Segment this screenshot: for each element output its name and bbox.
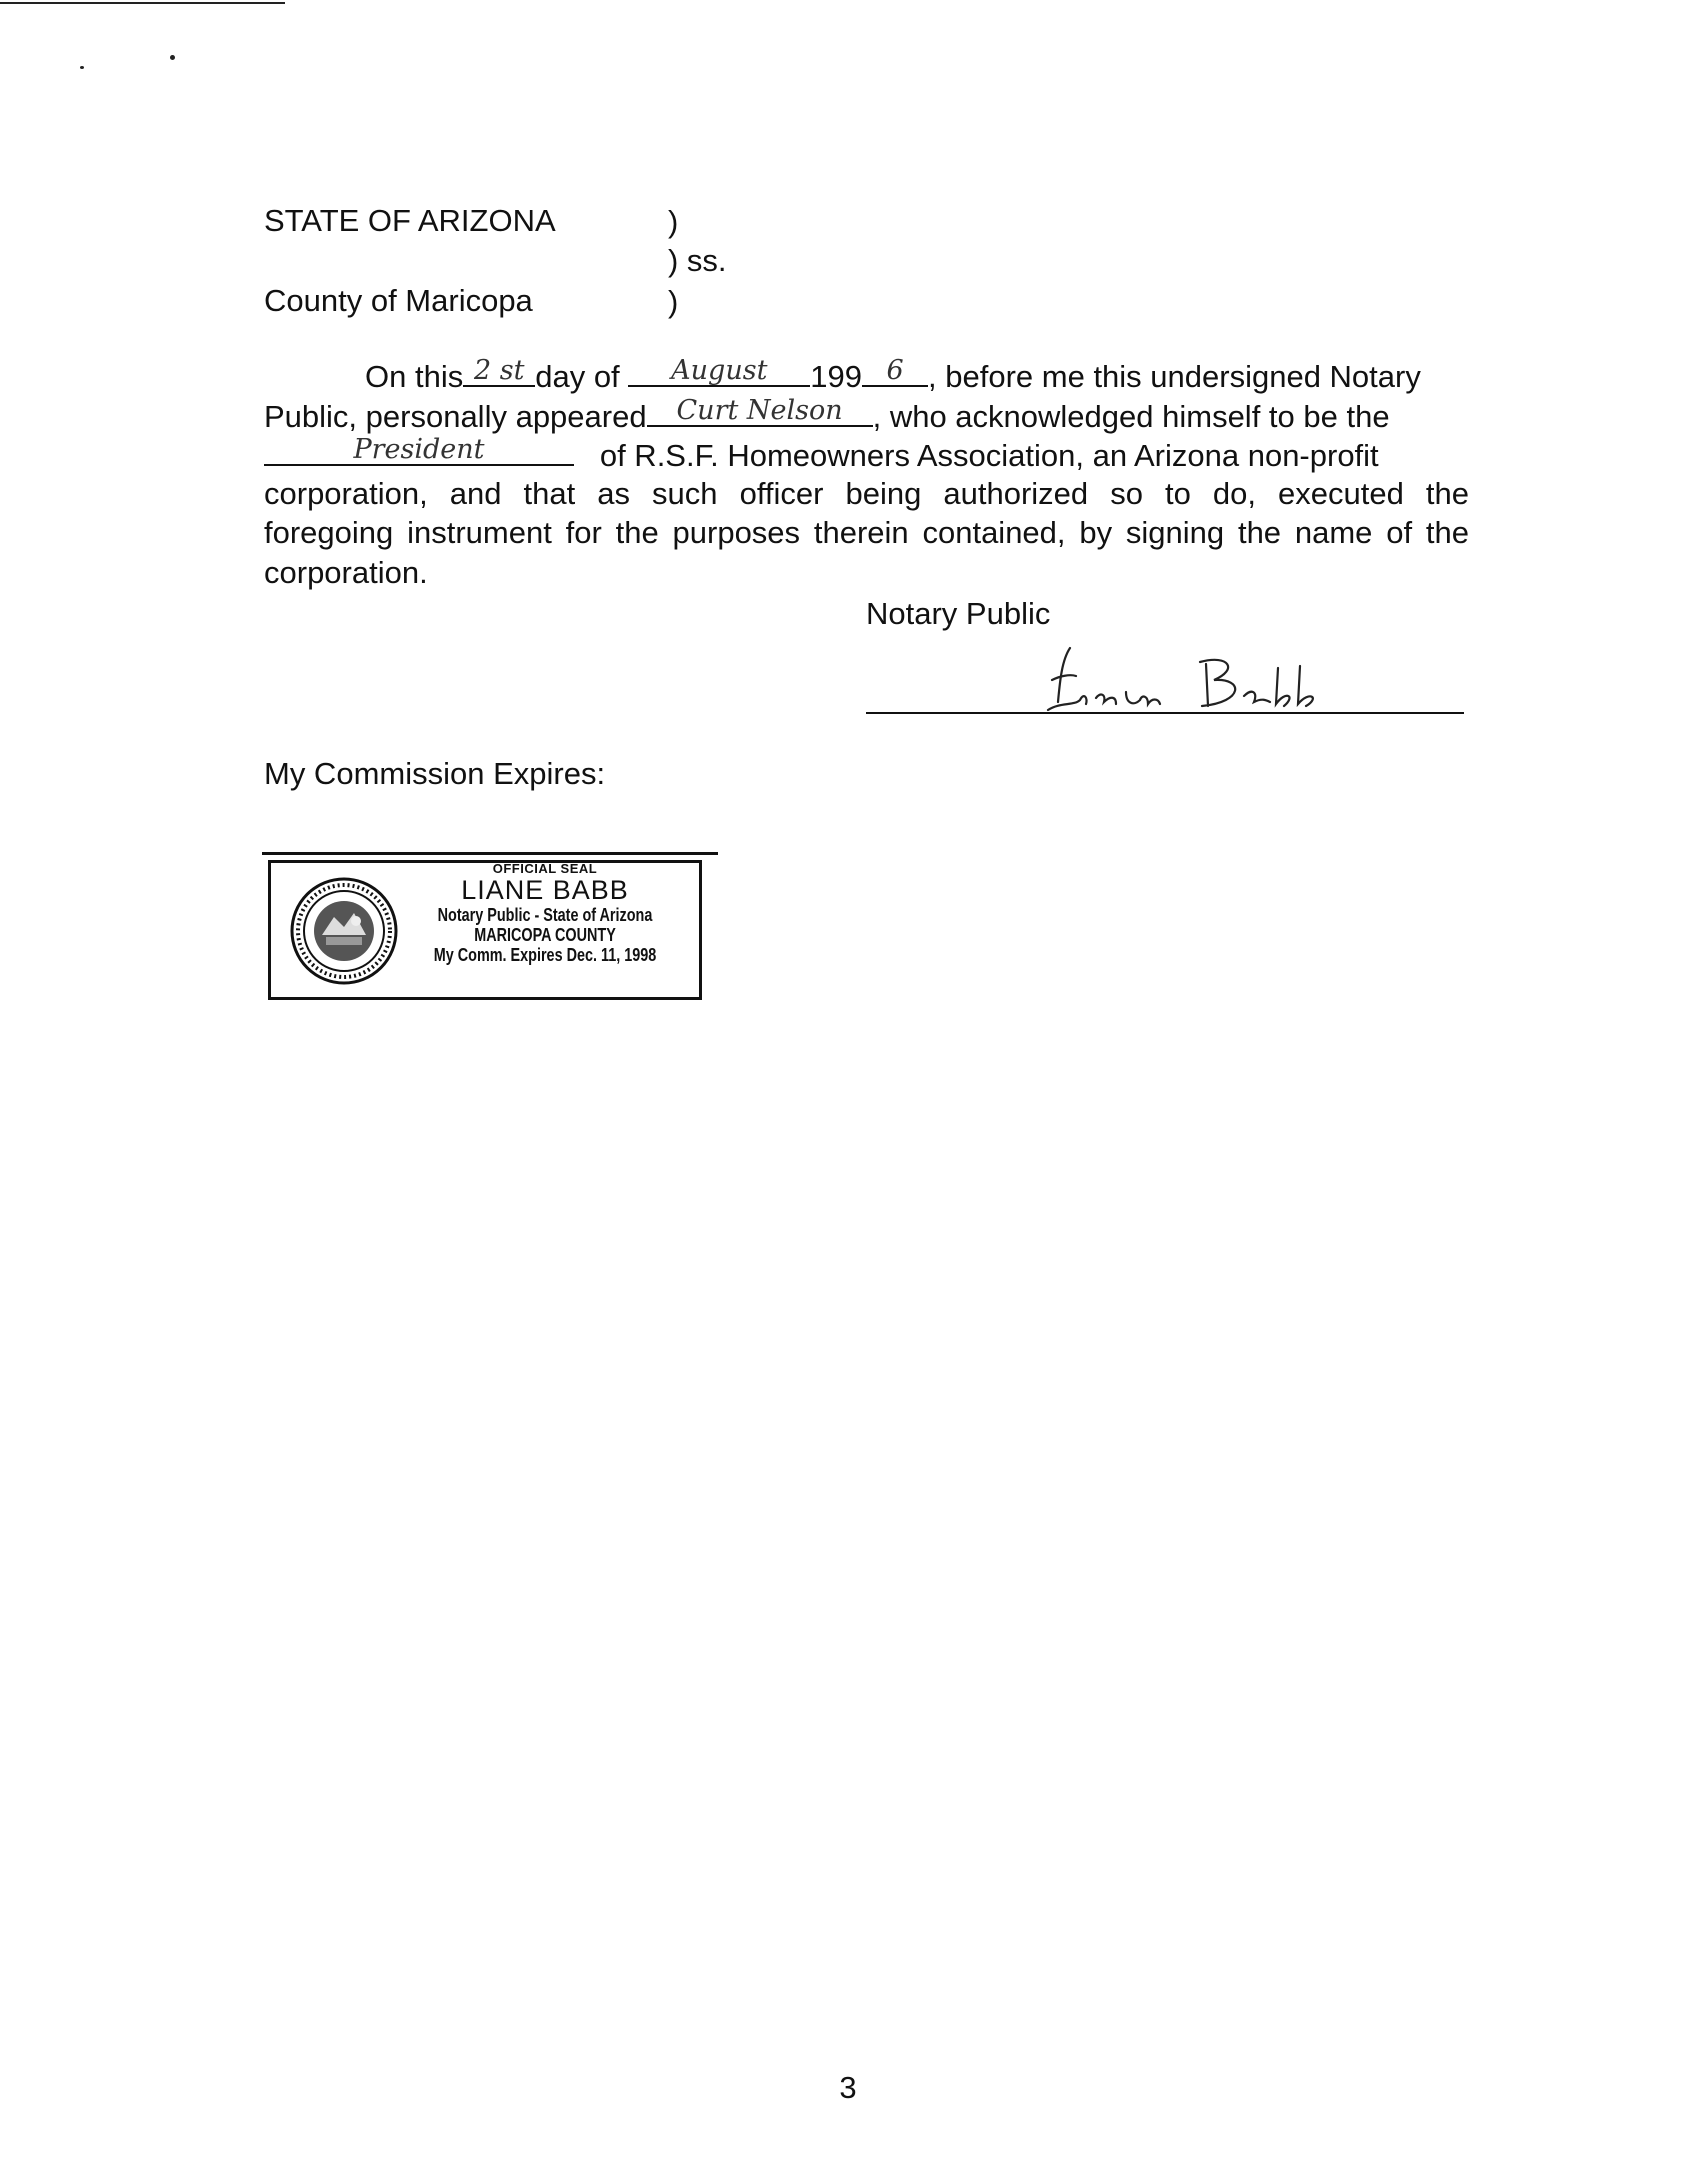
paragraph-line-1 (264, 355, 1469, 397)
page-number: 3 (839, 2070, 857, 2105)
text-year-prefix: 199 (810, 359, 863, 394)
paragraph-line-5: foregoing instrument for the purposes therein contained, by signing the name of the (264, 515, 1469, 550)
handwritten-day: 2 st (473, 355, 525, 386)
venue-state: STATE OF ARIZONA (264, 203, 556, 238)
acknowledgment-paragraph (264, 355, 1469, 397)
day-blank (463, 355, 535, 387)
handwritten-title: President (353, 434, 485, 465)
venue-paren: ) (668, 284, 679, 319)
seal-county: MARICOPA COUNTY (474, 924, 616, 945)
title-blank (264, 434, 574, 466)
commission-expires-label: My Commission Expires: (264, 756, 606, 791)
venue-county: County of Maricopa (264, 283, 533, 318)
scan-artifact-line (0, 2, 285, 4)
seal-notary-state: Notary Public - State of Arizona (437, 904, 653, 925)
notary-public-label: Notary Public (866, 596, 1051, 631)
paragraph-line-4: corporation, and that as such officer being authorized so to do, executed the (264, 476, 1469, 511)
seal-expiration: My Comm. Expires Dec. 11, 1998 (433, 944, 657, 965)
paragraph-line-4-block (264, 474, 1469, 514)
seal-notary-name: LIANE BABB (461, 875, 629, 906)
state-seal-emblem (286, 873, 402, 989)
year-blank (862, 355, 928, 387)
text-public-appeared: Public, personally appeared (264, 399, 647, 434)
notary-signature (1030, 640, 1350, 720)
handwritten-year: 6 (886, 355, 904, 386)
paragraph-line-3 (264, 434, 1469, 476)
paragraph-line-3-block (264, 434, 1469, 476)
signature-line (866, 712, 1464, 714)
paragraph-line-6-block (264, 553, 1469, 593)
text-day-of: day of (535, 359, 620, 394)
text-on-this: On this (365, 359, 464, 394)
venue-ss: ) ss. (668, 243, 727, 278)
text-acknowledged: , who acknowledged himself to be the (872, 399, 1390, 434)
paragraph-line-5-block (264, 513, 1469, 553)
scan-speck (170, 55, 175, 60)
name-blank (647, 395, 873, 427)
paragraph-line-2-block (264, 395, 1469, 437)
paragraph-line-6: corporation. (264, 555, 428, 590)
seal-text-block (390, 862, 700, 965)
handwritten-name: Curt Nelson (676, 395, 843, 426)
seal-frame-line (262, 852, 718, 855)
text-before-me: , before me this undersigned Notary (928, 359, 1421, 394)
paragraph-line-2 (264, 395, 1469, 437)
handwritten-month: August (671, 355, 768, 386)
text-of-association: of R.S.F. Homeowners Association, an Arizona non-profit (599, 438, 1379, 473)
seal-official-seal: OFFICIAL SEAL (492, 861, 598, 876)
month-blank (628, 355, 810, 387)
venue-paren: ) (668, 204, 679, 239)
scan-speck (80, 66, 84, 69)
